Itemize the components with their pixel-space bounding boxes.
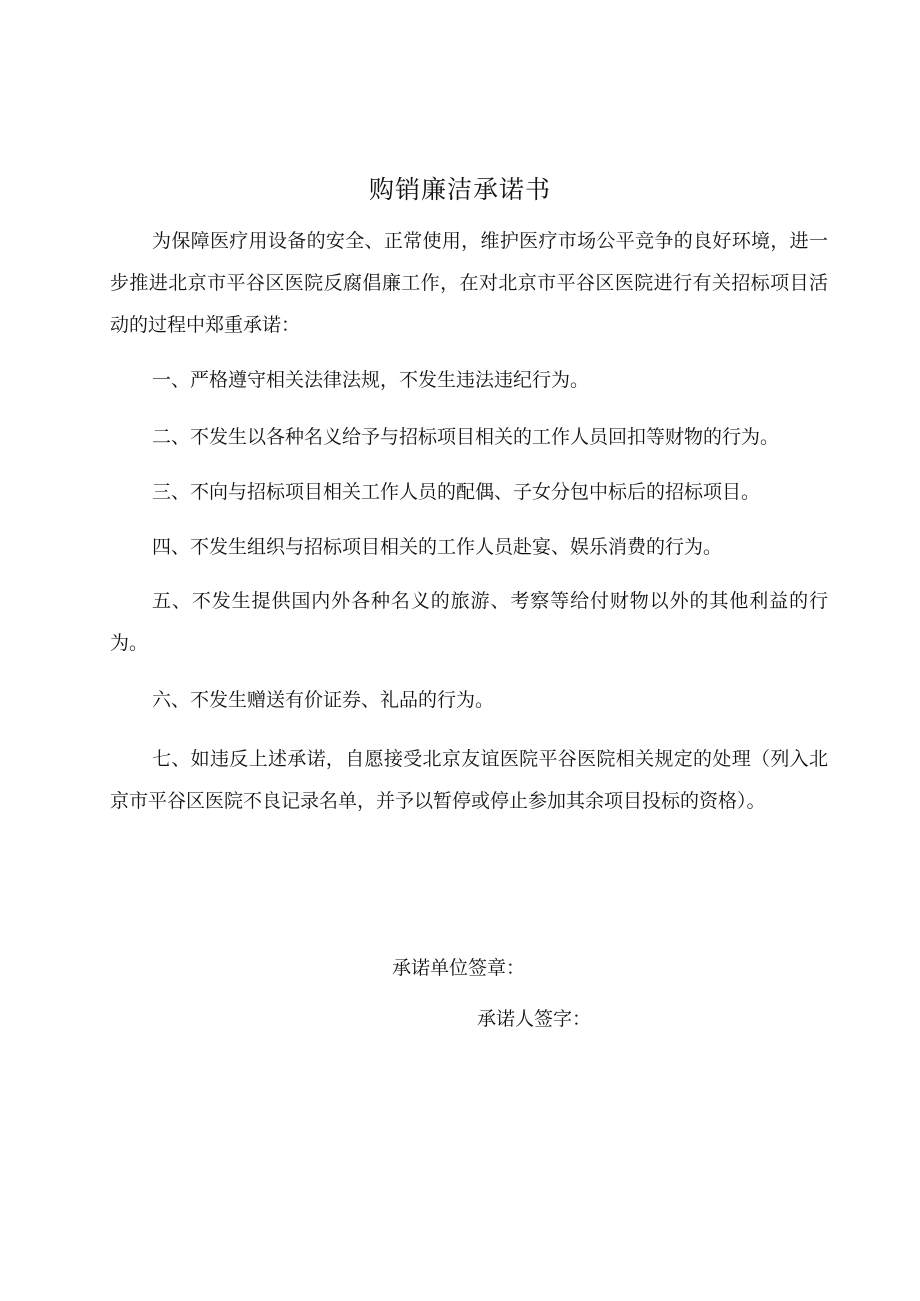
clause-2: 二、不发生以各种名义给予与招标项目相关的工作人员回扣等财物的行为。	[152, 426, 780, 448]
clause-1: 一、严格遵守相关法律法规，不发生违法违纪行为。	[152, 369, 590, 391]
document-title: 购销廉洁承诺书	[368, 175, 551, 204]
signature-person-label: 承诺人签字：	[477, 1008, 592, 1030]
clause-5: 五、不发生提供国内外各种名义的旅游、考察等给付财物以外的其他利益的行为。	[110, 590, 828, 654]
clause-4: 四、不发生组织与招标项目相关的工作人员赴宴、娱乐消费的行为。	[152, 536, 723, 558]
intro-paragraph: 为保障医疗用设备的安全、正常使用，维护医疗市场公平竞争的良好环境，进一步推进北京市平谷区医院反腐倡廉工作，在对北京市平谷区医院进行有关招标项目活动的过程中郑重承诺：	[110, 230, 828, 336]
signature-unit-label: 承诺单位签章：	[392, 957, 526, 979]
clause-6: 六、不发生赠送有价证券、礼品的行为。	[152, 689, 495, 711]
clause-7: 七、如违反上述承诺，自愿接受北京友谊医院平谷医院相关规定的处理（列入北京市平谷区医院不良记录名单，并予以暂停或停止参加其余项目投标的资格）。	[110, 748, 828, 812]
clause-3: 三、不向与招标项目相关工作人员的配偶、子女分包中标后的招标项目。	[152, 481, 761, 503]
